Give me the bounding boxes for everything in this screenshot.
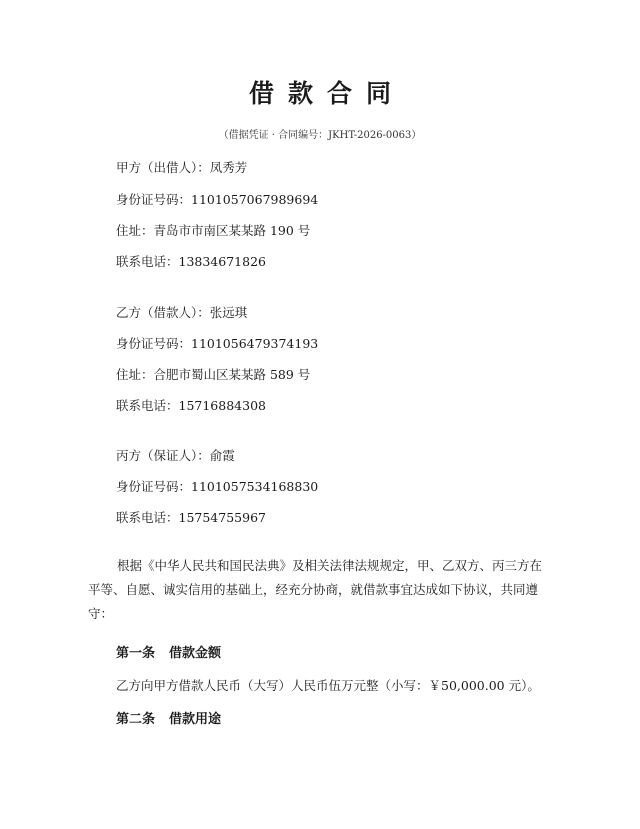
article-1-heading: [116, 642, 221, 661]
party-c-id: 身份证号码：1101057534168830: [116, 479, 319, 494]
article-1-number: 第一条: [116, 646, 156, 661]
party-a-address: 住址：青岛市市南区某某路 190 号: [116, 223, 311, 238]
article-1-title: 借款金额: [169, 646, 222, 661]
party-c-phone: 联系电话：15754755967: [116, 510, 266, 525]
party-b-id: 身份证号码：1101056479374193: [116, 336, 319, 351]
party-a-phone: 联系电话：13834671826: [116, 254, 266, 269]
preamble-paragraph: 根据《中华人民共和国民法典》及相关法律法规规定，甲、乙双方、丙三方在平等、自愿、诚实信用的基础上，经充分协商，就借款事宜达成如下协议，共同遵守：: [88, 558, 543, 621]
party-b-phone: 联系电话：15716884308: [116, 398, 266, 413]
party-b-address: 住址：合肥市蜀山区某某路 589 号: [116, 367, 311, 382]
party-a-name: 甲方（出借人）：凤秀芳: [116, 160, 248, 175]
party-b-name: 乙方（借款人）：张远琪: [116, 305, 248, 320]
article-2-number: 第二条: [116, 712, 156, 727]
document-title: 借款合同: [248, 79, 405, 108]
article-1-body: 乙方向甲方借款人民币（大写）人民币伍万元整（小写：￥50,000.00 元）。: [116, 678, 540, 693]
party-c-name: 丙方（保证人）：俞霞: [116, 448, 235, 463]
article-2-heading: [116, 708, 221, 727]
document-subtitle: （借据凭证 · 合同编号：JKHT-2026-0063）: [218, 130, 422, 141]
article-2-title: 借款用途: [169, 712, 222, 727]
party-a-id: 身份证号码：1101057067989694: [116, 192, 319, 207]
